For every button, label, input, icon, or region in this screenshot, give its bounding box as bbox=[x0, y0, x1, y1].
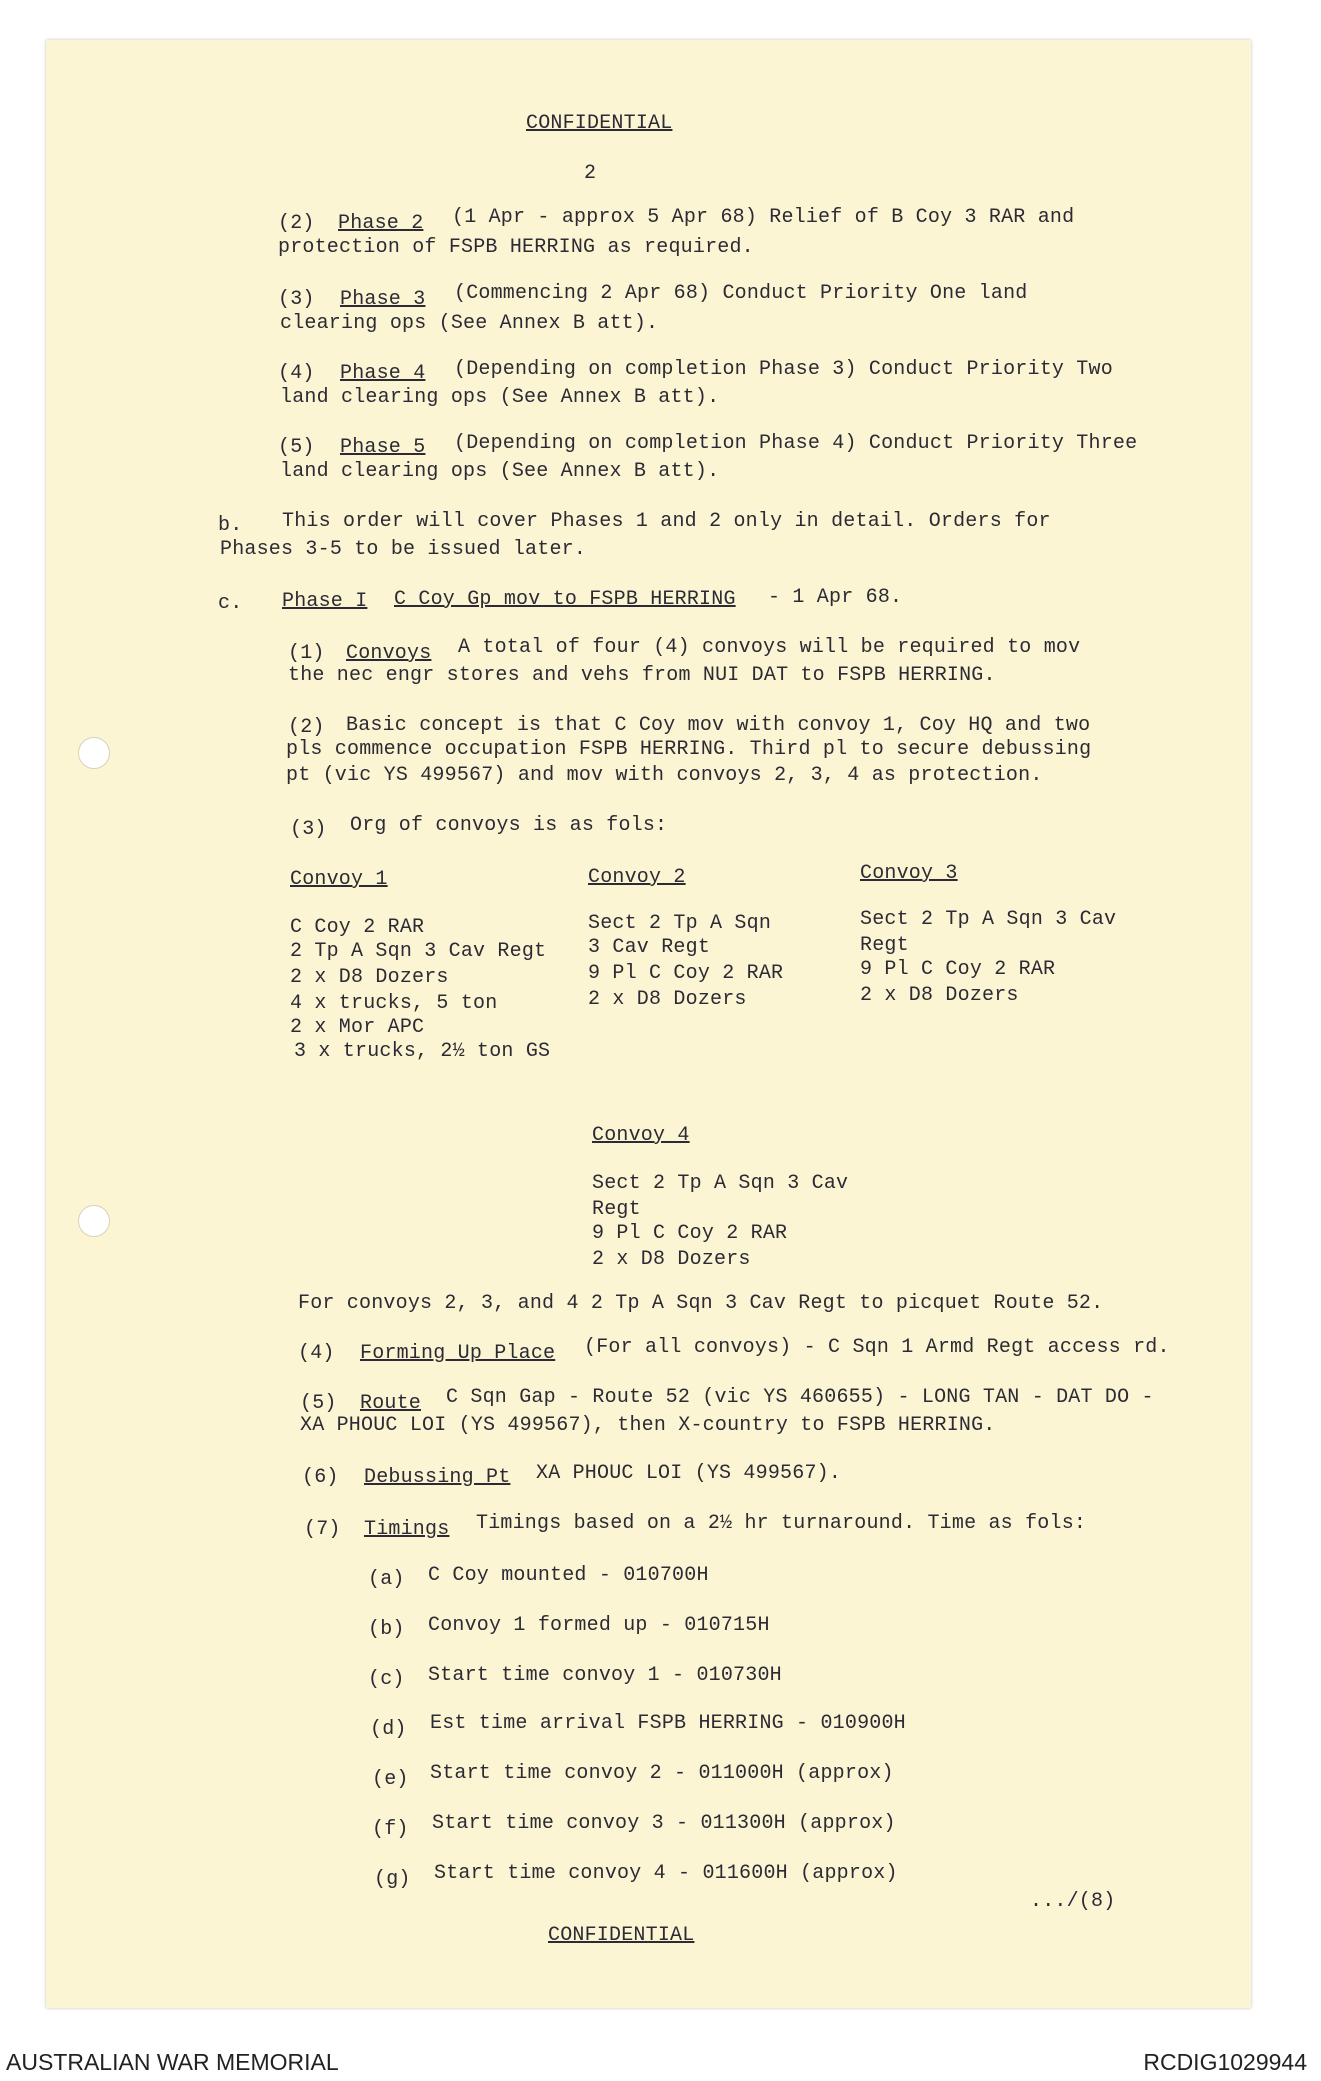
phase-number: (5) bbox=[278, 436, 315, 459]
convoy-title: Convoy 3 bbox=[860, 862, 958, 885]
phase-label: Phase 5 bbox=[340, 436, 426, 459]
phase-number: (2) bbox=[278, 212, 315, 235]
item-5-number: (5) bbox=[300, 1392, 337, 1415]
para-c-subheading: C Coy Gp mov to FSPB HERRING bbox=[394, 588, 736, 611]
phase-number: (4) bbox=[278, 362, 315, 385]
continuation-marker: .../(8) bbox=[1030, 1890, 1116, 1913]
convoy-line: 9 Pl C Coy 2 RAR bbox=[860, 958, 1056, 981]
convoy-line: 2 x D8 Dozers bbox=[860, 984, 1019, 1007]
item-7-text: Timings based on a 2½ hr turnaround. Time as fols: bbox=[476, 1512, 1087, 1535]
timing-text: Start time convoy 2 - 011000H (approx) bbox=[430, 1762, 894, 1785]
phase-text: land clearing ops (See Annex B att). bbox=[280, 386, 720, 409]
convoy-line: 2 x D8 Dozers bbox=[588, 988, 747, 1011]
item-2-text: Basic concept is that C Coy mov with convoy 1, Coy HQ and two bbox=[346, 714, 1091, 737]
timing-letter: (f) bbox=[372, 1818, 409, 1841]
timing-text: Start time convoy 1 - 010730H bbox=[428, 1664, 782, 1687]
phase-text: protection of FSPB HERRING as required. bbox=[278, 236, 754, 259]
para-c-marker: c. bbox=[218, 592, 243, 615]
para-b-text: This order will cover Phases 1 and 2 only in detail. Orders for bbox=[282, 510, 1051, 533]
item-5-label: Route bbox=[360, 1392, 422, 1415]
archive-caption-left: AUSTRALIAN WAR MEMORIAL bbox=[6, 2049, 339, 2075]
convoy-title: Convoy 4 bbox=[592, 1124, 690, 1147]
timing-letter: (g) bbox=[374, 1868, 411, 1891]
timing-letter: (d) bbox=[370, 1718, 407, 1741]
item-6-text: XA PHOUC LOI (YS 499567). bbox=[536, 1462, 842, 1485]
phase-label: Phase 2 bbox=[338, 212, 424, 235]
item-1-number: (1) bbox=[288, 642, 325, 665]
convoy-line: 3 Cav Regt bbox=[588, 936, 711, 959]
picquet-text: For convoys 2, 3, and 4 2 Tp A Sqn 3 Cav Regt to picquet Route 52. bbox=[298, 1292, 1104, 1315]
convoy-line: C Coy 2 RAR bbox=[290, 916, 425, 939]
timing-text: Start time convoy 4 - 011600H (approx) bbox=[434, 1862, 898, 1885]
phase-text: (Depending on completion Phase 3) Conduct Priority Two bbox=[454, 358, 1113, 381]
convoy-line: Sect 2 Tp A Sqn bbox=[588, 912, 772, 935]
phase-text: (Commencing 2 Apr 68) Conduct Priority One land bbox=[454, 282, 1028, 305]
timing-letter: (b) bbox=[368, 1618, 405, 1641]
item-2-number: (2) bbox=[288, 716, 325, 739]
convoy-line: 2 x D8 Dozers bbox=[290, 966, 449, 989]
convoy-line: 2 x D8 Dozers bbox=[592, 1248, 751, 1271]
item-4-number: (4) bbox=[298, 1342, 335, 1365]
convoy-line: 2 Tp A Sqn 3 Cav Regt bbox=[290, 940, 547, 963]
page-number: 2 bbox=[584, 162, 597, 185]
item-4-label: Forming Up Place bbox=[360, 1342, 556, 1365]
timing-letter: (c) bbox=[368, 1668, 405, 1691]
item-4-text: (For all convoys) - C Sqn 1 Armd Regt access rd. bbox=[584, 1336, 1170, 1359]
para-c-heading: Phase I bbox=[282, 590, 368, 613]
item-2-text: pls commence occupation FSPB HERRING. Third pl to secure debussing bbox=[286, 738, 1092, 761]
timing-letter: (e) bbox=[372, 1768, 409, 1791]
convoy-line: Sect 2 Tp A Sqn 3 Cav bbox=[860, 908, 1117, 931]
item-1-label: Convoys bbox=[346, 642, 432, 665]
archive-caption-right: RCDIG1029944 bbox=[1143, 2049, 1307, 2075]
timing-text: C Coy mounted - 010700H bbox=[428, 1564, 709, 1587]
convoy-title: Convoy 1 bbox=[290, 868, 388, 891]
timing-letter: (a) bbox=[368, 1568, 405, 1591]
header-classification: CONFIDENTIAL bbox=[526, 112, 673, 135]
phase-text: clearing ops (See Annex B att). bbox=[280, 312, 659, 335]
punch-hole-bottom bbox=[78, 1205, 110, 1237]
item-5-text: XA PHOUC LOI (YS 499567), then X-country to FSPB HERRING. bbox=[300, 1414, 996, 1437]
item-3-number: (3) bbox=[290, 818, 327, 841]
punch-hole-top bbox=[78, 737, 110, 769]
timing-text: Start time convoy 3 - 011300H (approx) bbox=[432, 1812, 896, 1835]
phase-text: land clearing ops (See Annex B att). bbox=[280, 460, 720, 483]
item-3-text: Org of convoys is as fols: bbox=[350, 814, 668, 837]
item-7-number: (7) bbox=[304, 1518, 341, 1541]
item-1-text: A total of four (4) convoys will be required to mov bbox=[458, 636, 1081, 659]
convoy-line: 2 x Mor APC bbox=[290, 1016, 425, 1039]
phase-number: (3) bbox=[278, 288, 315, 311]
para-b-marker: b. bbox=[218, 514, 243, 537]
convoy-line: Regt bbox=[860, 934, 909, 957]
convoy-line: 9 Pl C Coy 2 RAR bbox=[588, 962, 784, 985]
convoy-line: 4 x trucks, 5 ton bbox=[290, 992, 498, 1015]
item-1-text: the nec engr stores and vehs from NUI DAT to FSPB HERRING. bbox=[288, 664, 996, 687]
item-7-label: Timings bbox=[364, 1518, 450, 1541]
item-5-text: C Sqn Gap - Route 52 (vic YS 460655) - LONG TAN - DAT DO - bbox=[446, 1386, 1154, 1409]
footer-classification: CONFIDENTIAL bbox=[548, 1924, 695, 1947]
para-c-date: - 1 Apr 68. bbox=[768, 586, 903, 609]
phase-text: (Depending on completion Phase 4) Conduct Priority Three bbox=[454, 432, 1138, 455]
convoy-line: Regt bbox=[592, 1198, 641, 1221]
convoy-line: 9 Pl C Coy 2 RAR bbox=[592, 1222, 788, 1245]
para-b-text: Phases 3-5 to be issued later. bbox=[220, 538, 587, 561]
convoy-line: Sect 2 Tp A Sqn 3 Cav bbox=[592, 1172, 849, 1195]
item-6-number: (6) bbox=[302, 1466, 339, 1489]
convoy-line: 3 x trucks, 2½ ton GS bbox=[294, 1040, 551, 1063]
timing-text: Convoy 1 formed up - 010715H bbox=[428, 1614, 770, 1637]
item-2-text: pt (vic YS 499567) and mov with convoys 2, 3, 4 as protection. bbox=[286, 764, 1043, 787]
phase-label: Phase 3 bbox=[340, 288, 426, 311]
timing-text: Est time arrival FSPB HERRING - 010900H bbox=[430, 1712, 906, 1735]
phase-text: (1 Apr - approx 5 Apr 68) Relief of B Coy 3 RAR and bbox=[452, 206, 1075, 229]
item-6-label: Debussing Pt bbox=[364, 1466, 511, 1489]
phase-label: Phase 4 bbox=[340, 362, 426, 385]
convoy-title: Convoy 2 bbox=[588, 866, 686, 889]
